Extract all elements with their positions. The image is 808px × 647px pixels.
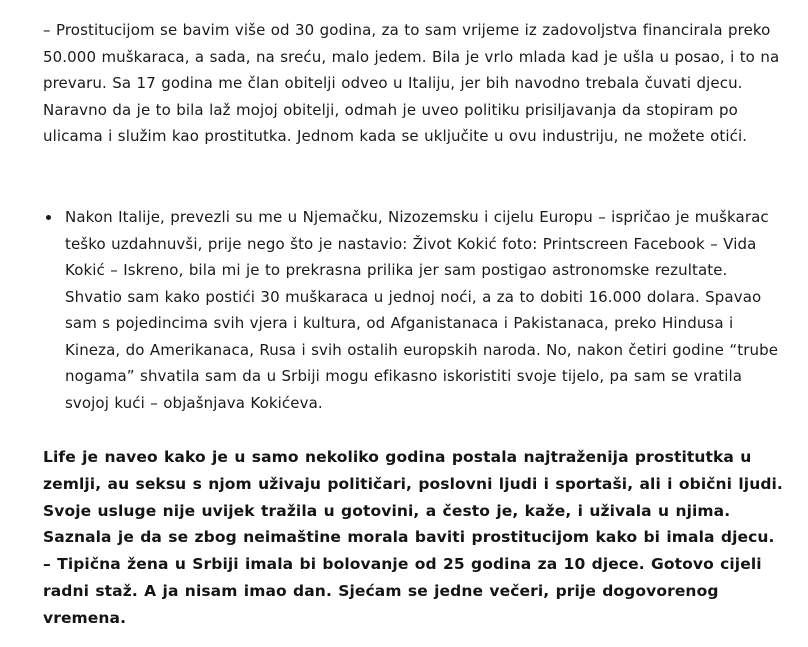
bullet-icon xyxy=(46,215,51,220)
intro-paragraph: – Prostitucijom se bavim više od 30 godina, za to sam vrijeme iz zadovoljstva financirala preko 50.000 muškaraca, a sada, na sreću, malo jedem. Bila je vrlo mlada kad je ušla u posao, i to na prevaru. Sa 17 godina me član obitelji odveo u Italiju, jer bih navodno trebala čuvati djecu. Naravno da je to bila laž mojoj obitelji, odmah je uveo politiku prisiljavanja da stopiram po ulicama i služim kao prostitutka. Jednom kada se uključite u ovu industriju, ne možete otići. xyxy=(43,21,780,145)
list-item xyxy=(43,204,788,416)
bullet-list xyxy=(43,204,788,416)
list-item-text: Nakon Italije, prevezli su me u Njemačku, Nizozemsku i cijelu Europu – ispričao je muškarac teško uzdahnuvši, prije nego što je nastavio: Život Kokić foto: Printscreen Facebook – Vida Kokić – Iskreno, bila mi je to prekrasna prilika jer sam postigao astronomske rezultate. Shvatio sam kako postići 30 muškaraca u jednoj noći, a za to dobiti 16.000 dolara. Spavao sam s pojedincima svih vjera i kultura, od Afganistanaca i Pakistanaca, preko Hindusa i Kineza, do Amerikanaca, Rusa i svih ostalih europskih naroda. No, nakon četiri godine “trube nogama” shvatila sam da u Srbiji mogu efikasno iskoristiti svoje tijelo, pa sam se vratila svojoj kući – objašnjava Kokićeva. xyxy=(65,208,779,412)
bold-paragraph: Life je naveo kako je u samo nekoliko godina postala najtraženija prostitutka u zemlji, au seksu s njom uživaju političari, poslovni ljudi i sportaši, ali i obični ljudi. Svoje usluge nije uvijek tražila u gotovini, a često je, kaže, i uživala u njima. Saznala je da se zbog neimaštine morala baviti prostitucijom kako bi imala djecu. – Tipična žena u Srbiji imala bi bolovanje od 25 godina za 10 djece. Gotovo cijeli radni staž. A ja nisam imao dan. Sjećam se jedne večeri, prije dogovorenog vremena. xyxy=(43,448,783,627)
